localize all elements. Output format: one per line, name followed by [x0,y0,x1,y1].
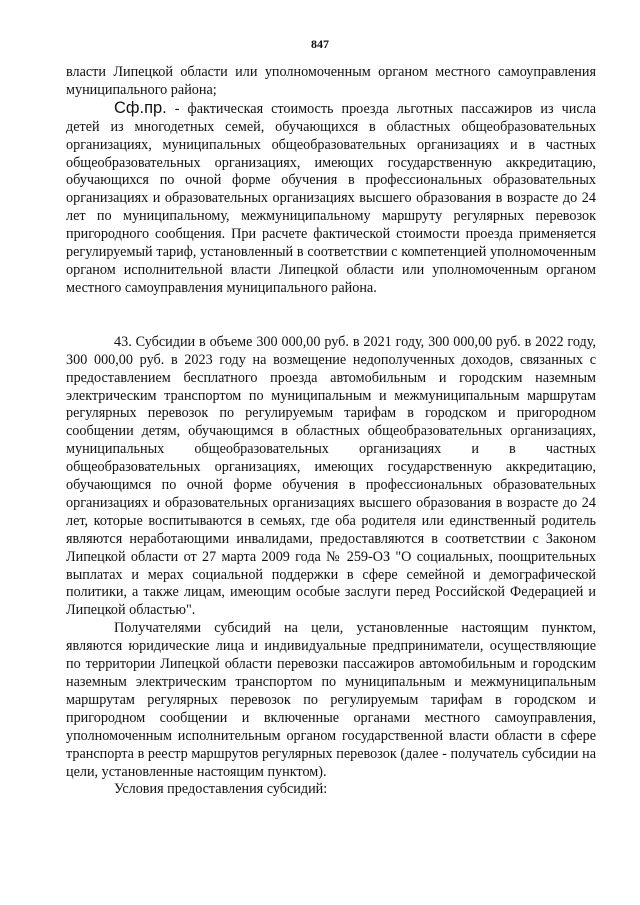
page-number: 847 [311,37,329,51]
document-body [66,64,596,799]
paragraph-recipients: Получателями субсидий на цели, установленные настоящим пунктом, являются юридические лица и индивидуальные предприниматели, осуществляющие по территории Липецкой области перевозки пассажиров автомобильным и городским наземным электрическим транспортом по муниципальным и межмуниципальным маршрутам регулярных перевозок по регулируемым тарифам в городском и пригородном сообщении и включенные органами местного самоуправления, уполномоченным исполнительным органом государственной власти области в сфере транспорта в реестр маршрутов регулярных перевозок (далее - получатель субсидии на цели, установленные настоящим пунктом). [66,620,596,780]
paragraph-intro-tail: власти Липецкой области или уполномоченным органом местного самоуправления муниципального района; [66,64,596,98]
formula-symbol-sf: Сф.пр. [114,98,167,117]
section-gap [66,298,596,334]
paragraph-sf-definition [66,100,596,298]
paragraph-conditions: Условия предоставления субсидий: [114,781,328,798]
paragraph-item-43: 43. Субсидии в объеме 300 000,00 руб. в 2021 году, 300 000,00 руб. в 2022 году, 300 000,00 руб. в 2023 году на возмещение недополученных доходов, связанных с предоставлением бесплатного проезда автомобильным и городским наземным электрическим транспортом по муниципальным и межмуниципальным маршрутам регулярных перевозок по регулируемым тарифам в городском и пригородном сообщении детям, обучающимся в областных общеобразовательных организациях, муниципальных общеобразовательных организациях и в частных общеобразовательных организациях, имеющих государственную аккредитацию, обучающимся по очной форме обучения в профессиональных образовательных организациях и образовательных организациях высшего образования в возрасте до 24 лет, которые воспитываются в семьях, где оба родителя или единственный родитель являются неработающими инвалидами, предоставляются в соответствии с Законом Липецкой области от 27 марта 2009 года № 259-ОЗ "О социальных, поощрительных выплатах и мерах социальной поддержки в сфере семейной и демографической политики, а также лицам, имеющим особые заслуги перед Российской Федерацией и Липецкой областью". [66,333,596,619]
sf-definition-text: - фактическая стоимость проезда льготных пассажиров из числа детей из многодетных семей, обучающихся в областных общеобразовательных организациях, муниципальных общеобразовательных организациях и в частных общеобразовательных организациях, имеющих государственную аккредитацию, обучающихся по очной форме обучения в профессиональных образовательных организациях и образовательных организациях высшего образования в возрасте до 24 лет по муниципальному, межмуниципальному маршруту регулярных перевозок пригородного сообщения. При расчете фактической стоимости проезда применяется регулируемый тариф, установленный в соответствии с компетенцией уполномоченным органом исполнительной власти Липецкой области или уполномоченным органом местного самоуправления муниципального района. [66,100,596,296]
